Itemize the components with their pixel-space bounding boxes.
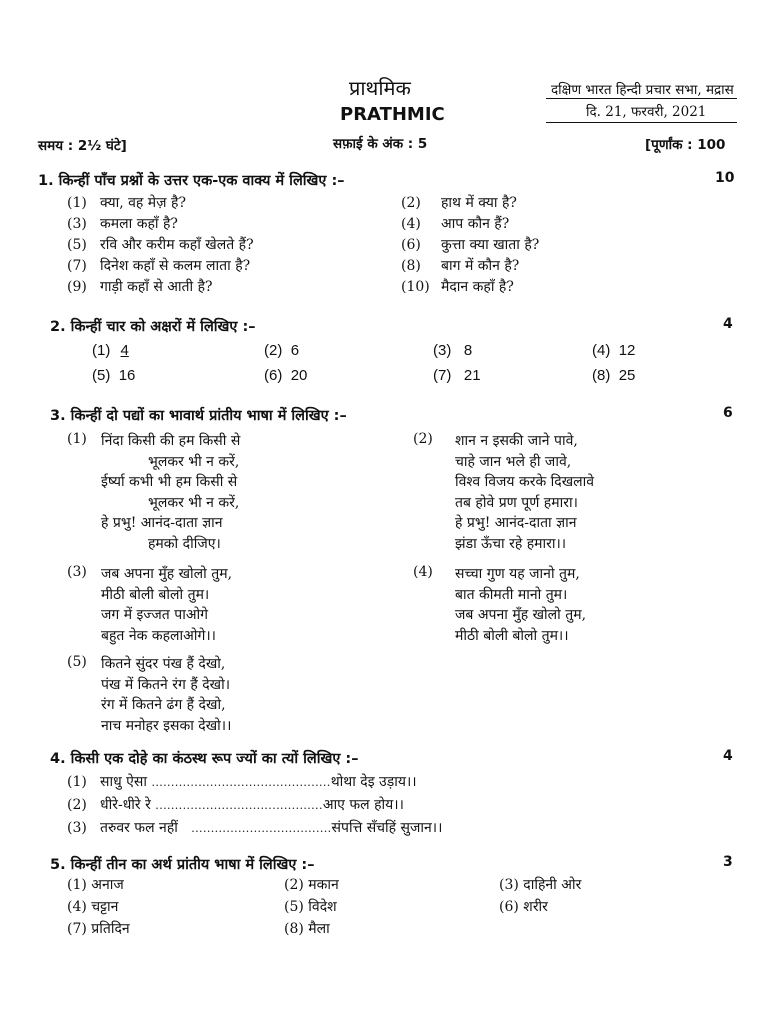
item-number: (5) [67,237,87,253]
list-item [67,193,387,214]
poem-number: (1) [67,431,87,447]
item-number: (2) [284,877,304,893]
poem-line: ईर्ष्या कभी भी हम किसी से [101,474,238,490]
q5-item [67,875,124,894]
time-allowed: समय : 2½ घंटे] [38,138,127,154]
item-value: 20 [290,367,308,384]
item-value: 12 [618,342,636,359]
poem-line: मीठी बोली बोलो तुम।। [455,627,569,644]
q5-item [67,897,118,916]
item-number: (5) [284,899,304,915]
poem-line: भूलकर भी न करें, [148,453,240,470]
item-text: हाथ में क्या है? [441,195,517,211]
list-item [67,235,387,256]
list-item [67,771,442,794]
poem-line: जब अपना मुँह खोलो तुम, [101,566,233,582]
q2-item [92,342,137,359]
q3-heading: 3. किन्हीं दो पद्यों का भावार्थ प्रांतीय भाषा में लिखिए :– [50,408,347,424]
poem-line: पंख में कितने रंग हैं देखो। [101,676,231,693]
item-number: (3) [67,820,87,836]
item-value: 8 [463,342,473,359]
q4-list [67,771,442,840]
item-number: (1) [92,342,111,359]
item-number: (2) [67,797,87,813]
item-value: 16 [118,367,136,384]
neatness-marks: सफ़ाई के अंक : 5 [333,136,428,152]
poem-number: (4) [413,564,433,580]
item-start: साधु ऐसा [100,774,147,790]
q2-marks: 4 [723,316,733,332]
item-start: तरुवर फल नहीं [100,820,178,836]
item-number: (8) [401,258,421,274]
poem-number: (2) [413,431,433,447]
item-text: मकान [308,877,339,893]
blank-dots: ........................................... [155,799,323,812]
list-item [67,277,387,298]
item-number: (3) [67,216,87,232]
poem-number: (3) [67,564,87,580]
list-item [401,235,721,256]
item-number: (2) [264,342,283,359]
item-text: बाग में कौन है? [441,258,520,274]
q2-item [433,367,481,384]
poem-line: बहुत नेक कहलाओगे।। [101,627,216,644]
item-number: (4) [401,216,421,232]
q2-item [433,342,472,359]
q2-item [592,367,635,384]
q5-item [284,875,339,894]
item-number: (7) [67,258,87,274]
item-text: प्रतिदिन [91,921,130,937]
poem-line: मीठी बोली बोलो तुम। [101,586,210,603]
poem-line: बात कीमती मानो तुम। [455,586,568,603]
item-number: (2) [401,195,421,211]
item-number: (9) [67,279,87,295]
poem-line: जग में इज्जत पाओगे [101,607,209,623]
poem-line: चाहे जान भले ही जावे, [455,453,572,470]
title-english: PRATHMIC [340,104,445,125]
list-item [67,256,387,277]
item-number: (1) [67,877,87,893]
poem-line: विश्व विजय करके दिखलावे [455,474,595,490]
poem-line: हे प्रभु! आनंद-दाता ज्ञान [101,515,223,531]
poem-line: निंदा किसी की हम किसी से [101,433,241,449]
q1-marks: 10 [715,170,735,186]
poem-line: हे प्रभु! आनंद-दाता ज्ञान [455,515,577,531]
item-value: 21 [463,367,481,384]
total-marks: [पूर्णांक : 100 [645,137,726,153]
q4-marks: 4 [723,748,733,764]
list-item [401,277,721,298]
item-text: कमला कहाँ है? [100,216,178,232]
board-name: दक्षिण भारत हिन्दी प्रचार सभा, मद्रास [551,82,734,98]
poem-line: हमको दीजिए। [148,535,221,552]
q2-item [92,367,135,384]
q5-item [284,919,330,938]
item-text: दाहिनी ओर [523,877,582,893]
item-number: (3) [499,877,519,893]
item-end: संपत्ति सँचहिं सुजान।। [331,820,443,836]
item-value: 25 [618,367,636,384]
item-text: गाड़ी कहाँ से आती है? [100,279,213,295]
q5-item [67,919,130,938]
item-start: धीरे-धीरे रे [100,797,151,813]
q5-item [499,897,548,916]
poem-line: शान न इसकी जाने पावे, [455,433,578,449]
q1-list-right [401,193,721,298]
item-text: चट्टान [91,899,119,915]
q2-heading: 2. किन्हीं चार को अक्षरों में लिखिए :– [50,319,256,335]
item-number: (6) [499,899,519,915]
item-text: रवि और करीम कहाँ खेलते हैं? [100,237,254,253]
item-end: आए फल होय।। [322,797,404,813]
item-text: आप कौन हैं? [441,216,510,232]
q5-heading: 5. किन्हीं तीन का अर्थ प्रांतीय भाषा में लिखिए :– [50,857,315,873]
blank-dots: .................................... [191,822,332,835]
poem-line: तब होवे प्रण पूर्ण हमारा। [455,494,578,511]
list-item [401,214,721,235]
list-item [67,794,442,817]
item-number: (6) [264,367,283,384]
header-rule [546,98,737,99]
item-text: मैला [308,921,330,937]
q1-heading: 1. किन्हीं पाँच प्रश्नों के उत्तर एक-एक वाक्य में लिखिए :– [38,173,345,189]
item-number: (5) [92,367,111,384]
list-item [67,817,442,840]
item-text: कुत्ता क्या खाता है? [441,237,540,253]
item-value: 4 [120,342,129,359]
q2-item [264,367,307,384]
item-value: 6 [290,342,300,359]
q3-marks: 6 [723,405,733,421]
item-end: थोथा देइ उड़ाय।। [330,774,417,790]
q5-item [499,875,581,894]
item-number: (3) [433,342,452,359]
q2-item [264,342,299,359]
item-text: शरीर [523,899,548,915]
item-number: (7) [433,367,452,384]
q5-marks: 3 [723,854,733,870]
item-text: क्या, वह मेज़ है? [100,195,186,211]
poem-line: नाच मनोहर इसका देखो।। [101,717,232,734]
poem-line: जब अपना मुँह खोलो तुम, [455,607,587,623]
list-item [401,193,721,214]
poem-line: रंग में कितने ढंग हैं देखो, [101,697,226,713]
item-number: (6) [401,237,421,253]
q4-heading: 4. किसी एक दोहे का कंठस्थ रूप ज्यों का त्यों लिखिए :– [50,751,359,767]
poem-line: कितने सुंदर पंख हैं देखो, [101,656,226,672]
item-number: (4) [592,342,611,359]
item-number: (8) [284,921,304,937]
item-number: (1) [67,195,87,211]
item-number: (4) [67,899,87,915]
item-text: अनाज [91,877,124,893]
poem-line: सच्चा गुण यह जानो तुम, [455,566,580,582]
item-text: विदेश [308,899,337,915]
item-text: मैदान कहाँ है? [441,279,514,295]
header-rule-2 [546,122,737,123]
item-number: (1) [67,774,87,790]
list-item [67,214,387,235]
item-number: (7) [67,921,87,937]
poem-line: भूलकर भी न करें, [148,494,240,511]
q2-item [592,342,635,359]
q1-list-left [67,193,387,298]
title-hindi: प्राथमिक [349,76,411,100]
poem-number: (5) [67,654,87,670]
exam-date: दि. 21, फरवरी, 2021 [586,104,707,120]
q5-item [284,897,337,916]
list-item [401,256,721,277]
item-text: दिनेश कहाँ से कलम लाता है? [100,258,251,274]
poem-line: झंडा ऊँचा रहे हमारा।। [455,535,567,552]
item-number: (10) [401,279,430,295]
item-number: (8) [592,367,611,384]
blank-dots: .............................................. [151,776,331,789]
